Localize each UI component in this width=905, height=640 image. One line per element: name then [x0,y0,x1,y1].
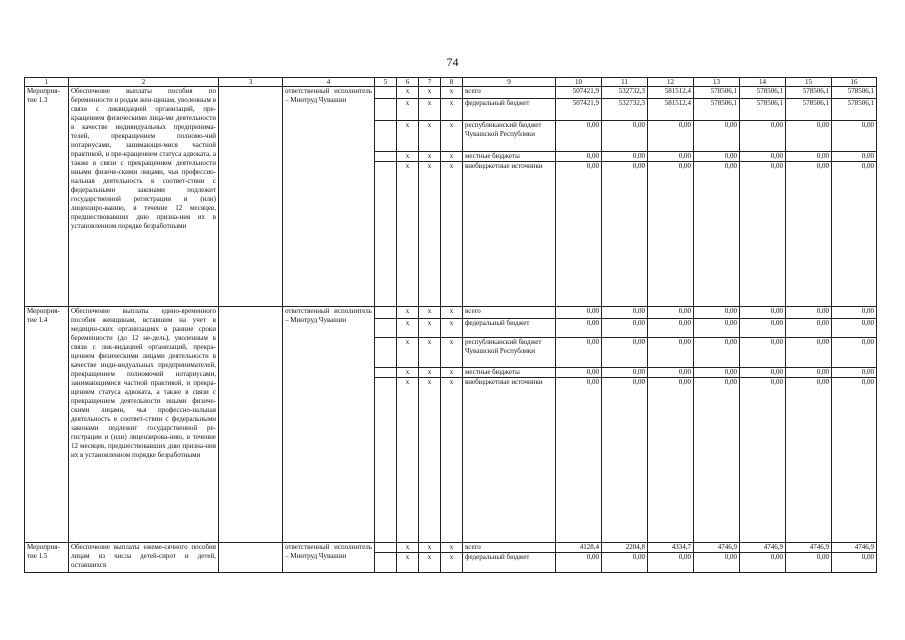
column-number-cell: 5 [375,78,397,87]
x-mark-cell: x [397,307,419,319]
funding-source-cell: республиканский бюджет Чувашской Республики [463,338,556,368]
empty-cell [375,543,397,553]
empty-cell [375,378,397,543]
amount-cell: 0,00 [556,378,602,543]
empty-cell [375,307,397,319]
amount-cell: 0,00 [740,368,786,378]
empty-cell [375,338,397,368]
amount-cell: 0,00 [556,338,602,368]
amount-cell: 0,00 [740,162,786,307]
amount-cell: 0,00 [694,121,740,152]
amount-cell: 0,00 [694,378,740,543]
amount-cell: 578506,1 [832,99,877,121]
funding-source-cell: федеральный бюджет [463,99,556,121]
amount-cell: 578506,1 [694,87,740,99]
executor-cell: ответственный исполнитель – Минтруд Чувашии [283,543,375,573]
amount-cell: 0,00 [786,368,832,378]
column-number-row [25,78,877,87]
amount-cell: 578506,1 [786,87,832,99]
column-number-cell: 12 [648,78,694,87]
amount-cell: 0,00 [740,553,786,573]
column-number-cell: 7 [419,78,441,87]
amount-cell: 0,00 [694,338,740,368]
column-number-cell: 9 [463,78,556,87]
amount-cell: 0,00 [740,319,786,338]
amount-cell: 0,00 [832,121,877,152]
amount-cell: 0,00 [786,162,832,307]
amount-cell: 0,00 [602,368,648,378]
x-mark-cell: x [397,553,419,573]
amount-cell: 0,00 [832,152,877,162]
amount-cell: 0,00 [648,162,694,307]
amount-cell: 0,00 [648,338,694,368]
measure-description-cell: Обеспечение выплаты едино-временного пособия женщинам, вставшим на учет в медицин-ских организациях в ранние сроки беременности (до 12 не-дель), уволенным в связи с лик-видацией организаций, прекра-щением физическими лицами деятельности в качестве инди-видуальных предпринимателей, прекращением полномочий нотариусами, занимающимися частной практикой, и прекра-щением статуса адвоката, а также в связи с прекращением деятельности иными физиче-скими лицами, чья профессио-нальная деятельность в соответ-ствии с федеральными законами подлежит государственной ре-гистрации и (или) лицензирова-нию, в течение 12 месяцев, предшествовавших дню призна-ния их в установленном порядке безработными [69,307,219,543]
amount-cell: 0,00 [832,319,877,338]
column-number-cell: 14 [740,78,786,87]
program-table [24,77,877,573]
funding-source-cell: всего [463,307,556,319]
amount-cell: 0,00 [556,152,602,162]
executor-cell: ответственный исполнитель – Минтруд Чувашии [283,87,375,307]
amount-cell: 0,00 [648,152,694,162]
column-number-cell: 6 [397,78,419,87]
amount-cell: 578506,1 [786,99,832,121]
amount-cell: 0,00 [602,152,648,162]
amount-cell: 0,00 [694,162,740,307]
column-number-cell: 2 [69,78,219,87]
funding-source-cell: внебюджетные источники [463,162,556,307]
amount-cell: 0,00 [602,319,648,338]
amount-cell: 0,00 [832,553,877,573]
amount-cell: 0,00 [694,307,740,319]
x-mark-cell: x [419,162,441,307]
amount-cell: 0,00 [694,368,740,378]
x-mark-cell: x [441,319,463,338]
amount-cell: 0,00 [740,121,786,152]
amount-cell: 4746,9 [694,543,740,553]
amount-cell: 0,00 [740,378,786,543]
amount-cell: 578506,1 [694,99,740,121]
amount-cell: 0,00 [602,162,648,307]
empty-cell [375,162,397,307]
page-number: 74 [446,55,459,69]
amount-cell: 0,00 [556,553,602,573]
x-mark-cell: x [441,543,463,553]
funding-source-cell: внебюджетные источники [463,378,556,543]
column-number-cell: 3 [219,78,283,87]
x-mark-cell: x [397,338,419,368]
amount-cell: 578506,1 [832,87,877,99]
amount-cell: 578506,1 [740,99,786,121]
amount-cell: 0,00 [648,368,694,378]
amount-cell: 507421,9 [556,87,602,99]
empty-cell [375,319,397,338]
amount-cell: 0,00 [694,152,740,162]
x-mark-cell: x [419,338,441,368]
x-mark-cell: x [441,162,463,307]
x-mark-cell: x [397,121,419,152]
x-mark-cell: x [441,99,463,121]
column-number-cell: 11 [602,78,648,87]
amount-cell: 0,00 [786,338,832,368]
amount-cell: 0,00 [648,378,694,543]
x-mark-cell: x [441,307,463,319]
amount-cell: 0,00 [740,307,786,319]
amount-cell: 0,00 [694,553,740,573]
amount-cell: 0,00 [786,553,832,573]
amount-cell: 0,00 [786,378,832,543]
amount-cell: 0,00 [602,338,648,368]
funding-source-cell: всего [463,543,556,553]
amount-cell: 0,00 [832,338,877,368]
amount-cell: 4746,9 [832,543,877,553]
x-mark-cell: x [419,121,441,152]
amount-cell: 0,00 [832,368,877,378]
empty-cell [375,121,397,152]
executor-cell: ответственный исполнитель – Минтруд Чувашии [283,307,375,543]
x-mark-cell: x [419,307,441,319]
amount-cell: 4128,4 [556,543,602,553]
amount-cell: 532732,3 [602,87,648,99]
amount-cell: 0,00 [602,378,648,543]
amount-cell: 0,00 [556,162,602,307]
amount-cell: 0,00 [740,338,786,368]
amount-cell: 532732,3 [602,99,648,121]
source-row [25,307,877,319]
x-mark-cell: x [441,368,463,378]
amount-cell: 2204,8 [602,543,648,553]
x-mark-cell: x [441,338,463,368]
x-mark-cell: x [397,378,419,543]
amount-cell: 0,00 [832,307,877,319]
amount-cell: 0,00 [648,319,694,338]
amount-cell: 0,00 [832,162,877,307]
x-mark-cell: x [397,87,419,99]
x-mark-cell: x [397,319,419,338]
source-row [25,87,877,99]
funding-source-cell: местные бюджеты [463,368,556,378]
amount-cell: 4746,9 [786,543,832,553]
x-mark-cell: x [419,543,441,553]
column-number-cell: 8 [441,78,463,87]
measure-description-cell: Обеспечение выплаты ежеме-сячного пособия лицам из числа детей-сирот и детей, оставшихся [69,543,219,573]
x-mark-cell: x [419,368,441,378]
amount-cell: 0,00 [786,121,832,152]
amount-cell: 581512,4 [648,87,694,99]
column-number-cell: 1 [25,78,69,87]
amount-cell: 0,00 [602,307,648,319]
x-mark-cell: x [397,368,419,378]
amount-cell: 0,00 [648,307,694,319]
amount-cell: 0,00 [786,307,832,319]
empty-cell [219,307,283,543]
amount-cell: 0,00 [786,152,832,162]
funding-source-cell: федеральный бюджет [463,319,556,338]
empty-cell [375,368,397,378]
x-mark-cell: x [441,553,463,573]
x-mark-cell: x [419,319,441,338]
x-mark-cell: x [441,87,463,99]
empty-cell [219,543,283,573]
x-mark-cell: x [419,378,441,543]
column-number-cell: 16 [832,78,877,87]
x-mark-cell: x [419,87,441,99]
x-mark-cell: x [397,152,419,162]
x-mark-cell: x [397,543,419,553]
x-mark-cell: x [397,162,419,307]
x-mark-cell: x [441,121,463,152]
x-mark-cell: x [419,152,441,162]
source-row [25,543,877,553]
empty-cell [375,99,397,121]
measure-id-cell: Мероприя-тие 1.5 [25,543,69,573]
x-mark-cell: x [441,152,463,162]
x-mark-cell: x [397,99,419,121]
empty-cell [375,152,397,162]
funding-source-cell: республиканский бюджет Чувашской Республики [463,121,556,152]
amount-cell: 0,00 [786,319,832,338]
measure-id-cell: Мероприя-тие 1.3 [25,87,69,307]
funding-source-cell: всего [463,87,556,99]
amount-cell: 4334,7 [648,543,694,553]
amount-cell: 507421,9 [556,99,602,121]
column-number-cell: 15 [786,78,832,87]
empty-cell [375,553,397,573]
x-mark-cell: x [419,99,441,121]
amount-cell: 0,00 [556,319,602,338]
amount-cell: 0,00 [556,368,602,378]
column-number-cell: 10 [556,78,602,87]
amount-cell: 0,00 [648,553,694,573]
x-mark-cell: x [419,553,441,573]
measure-id-cell: Мероприя-тие 1.4 [25,307,69,543]
measure-description-cell: Обеспечение выплаты пособия по беременности и родам жен-щинам, уволенным в связи с ликвидацией организаций, пре-кращением физическими лица-ми деятельности в качестве индивидуальных предпринима-телей, прекращением полномо-чий нотариусами, занимающи-мися частной практикой, и пре-кращением статуса адвоката, а также в связи с прекращением деятельности иными физиче-скими лицами, чья профессио-нальная деятельность в соответ-ствии с федеральными законами подлежит государственной регистрации и (или) лицензиро-ванию, в течение 12 месяцев, предшествовавших дню призна-ния их в установленном порядке безработными [69,87,219,307]
amount-cell: 0,00 [740,152,786,162]
amount-cell: 0,00 [648,121,694,152]
x-mark-cell: x [441,378,463,543]
amount-cell: 0,00 [832,378,877,543]
column-number-cell: 4 [283,78,375,87]
funding-source-cell: федеральный бюджет [463,553,556,573]
empty-cell [219,87,283,307]
amount-cell: 0,00 [556,121,602,152]
amount-cell: 581512,4 [648,99,694,121]
amount-cell: 0,00 [602,553,648,573]
amount-cell: 0,00 [602,121,648,152]
funding-source-cell: местные бюджеты [463,152,556,162]
empty-cell [375,87,397,99]
amount-cell: 0,00 [556,307,602,319]
amount-cell: 0,00 [694,319,740,338]
amount-cell: 4746,9 [740,543,786,553]
amount-cell: 578506,1 [740,87,786,99]
column-number-cell: 13 [694,78,740,87]
